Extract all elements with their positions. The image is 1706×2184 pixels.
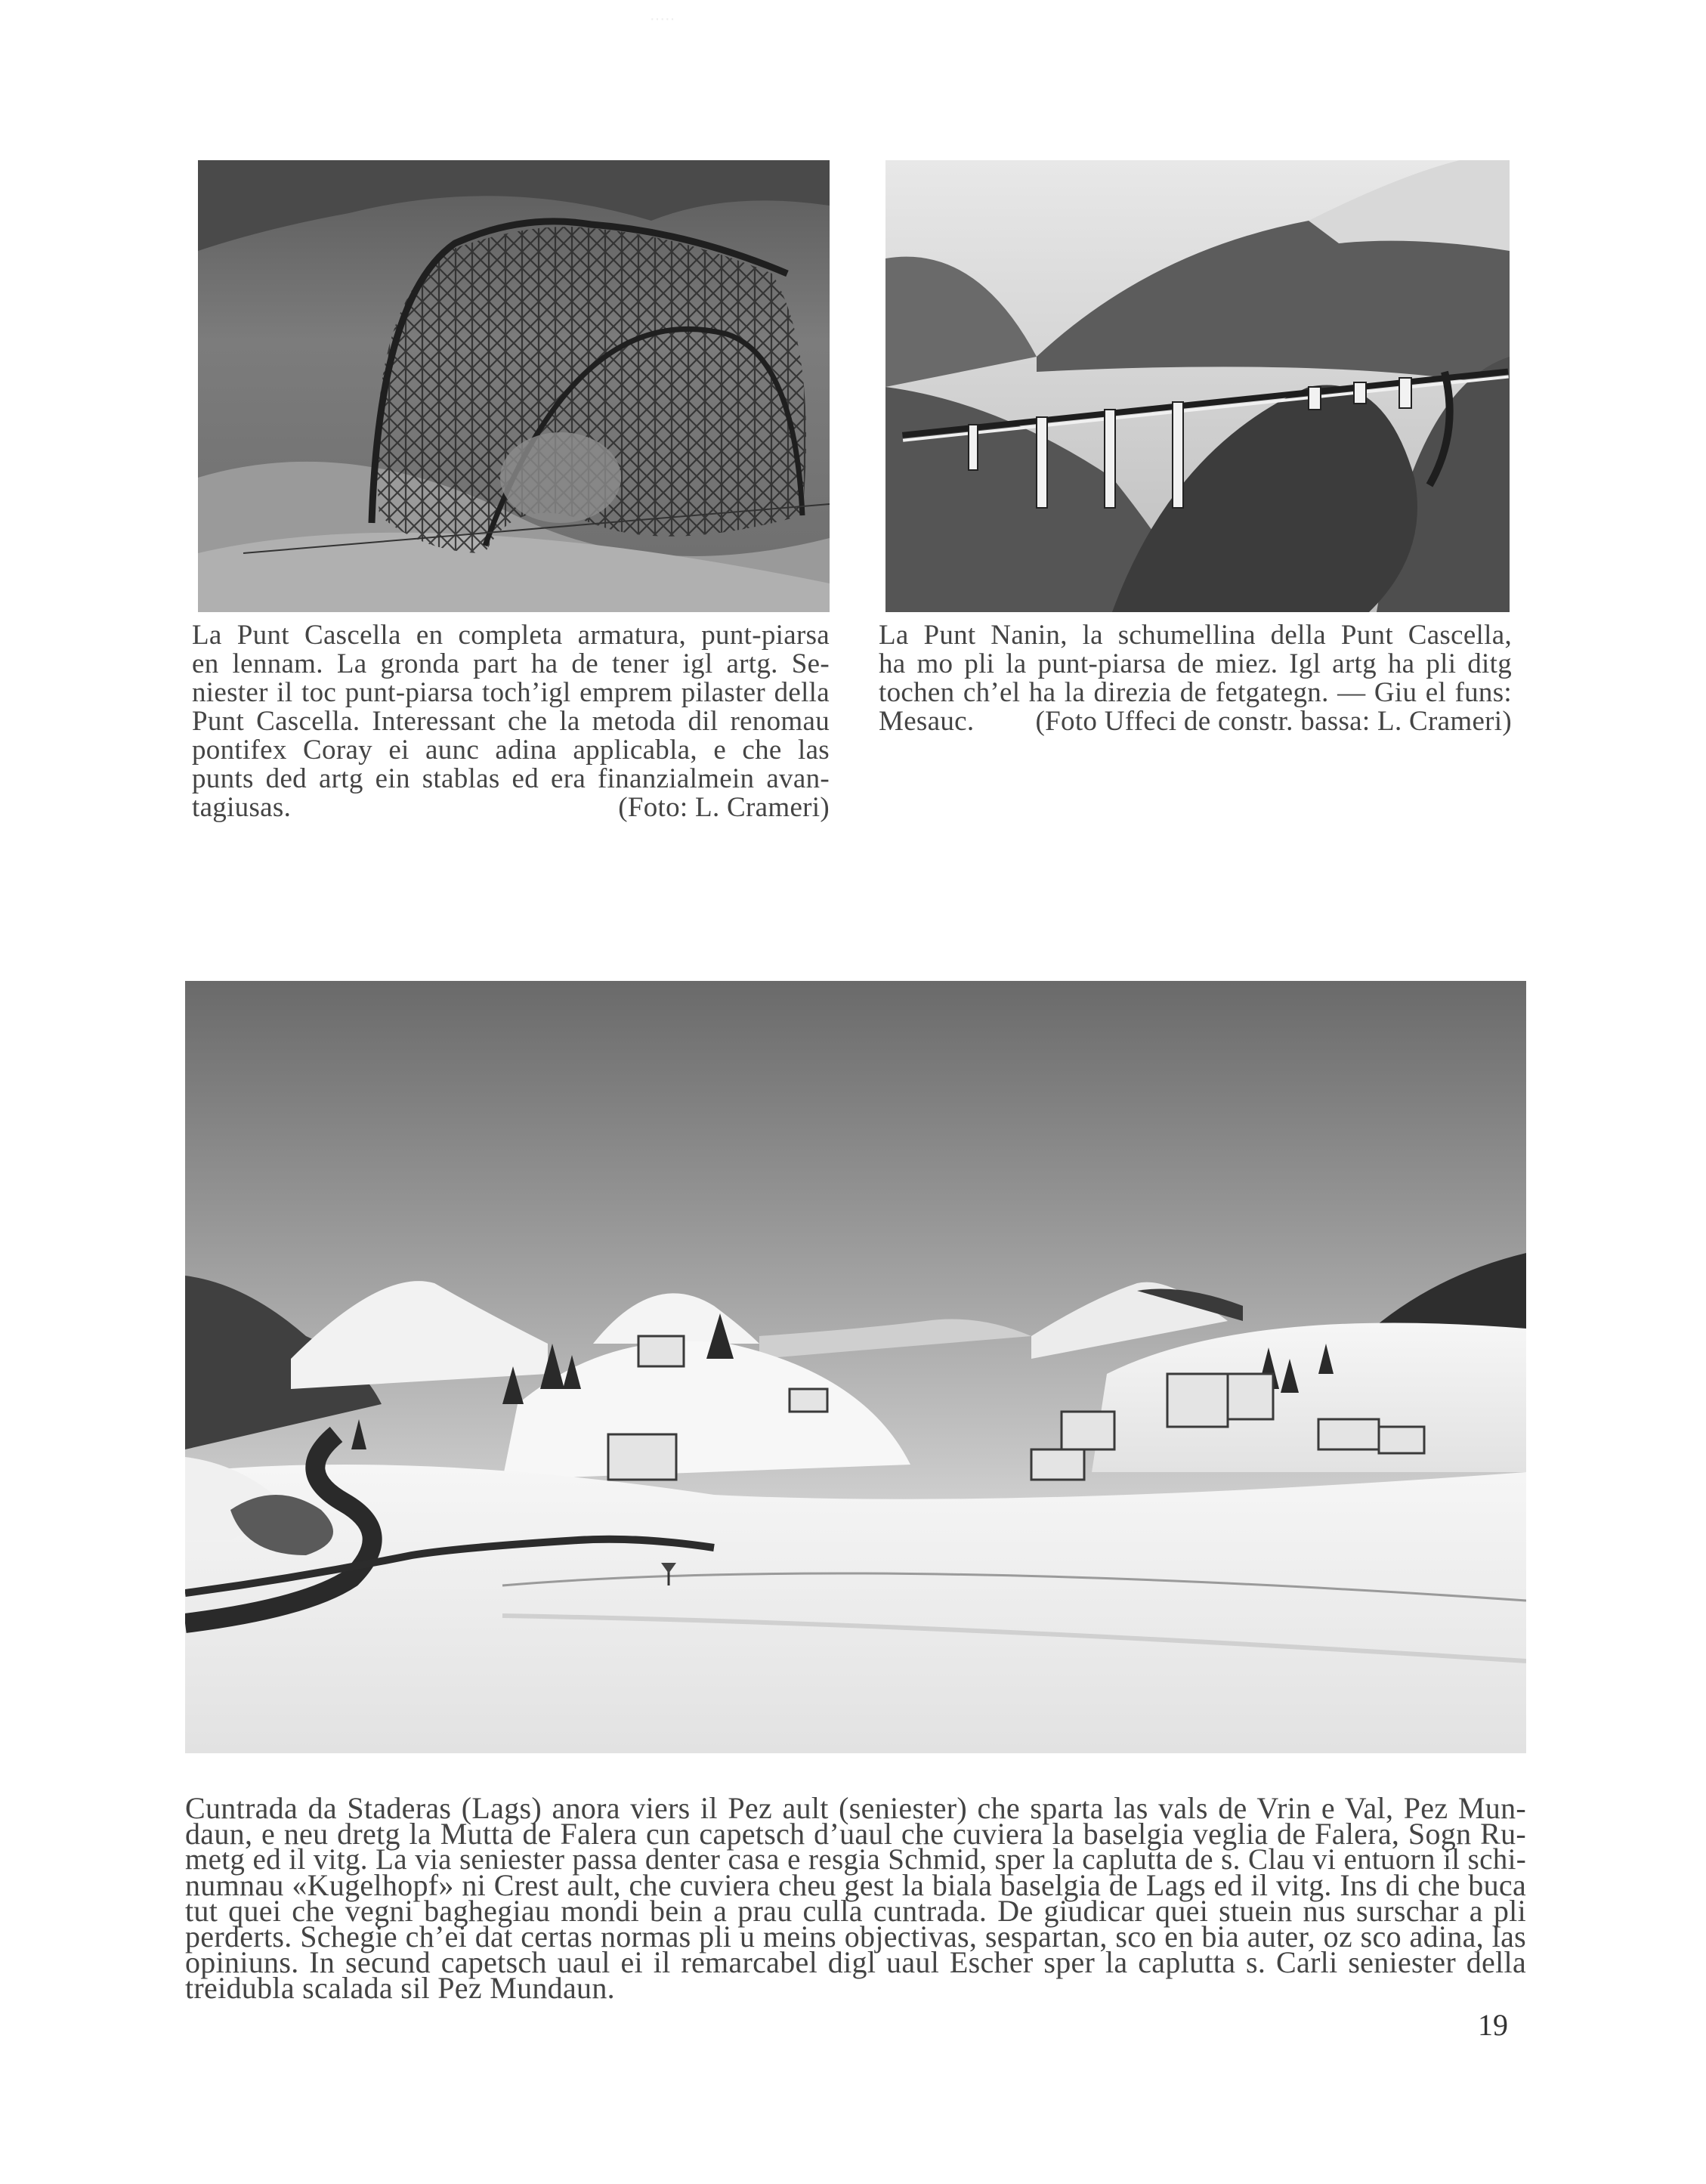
caption-line: Mesauc.	[879, 706, 975, 737]
page-number: 19	[1478, 2008, 1508, 2042]
caption-line: perderts. Schegie ch’ei dat certas normas pli u meins objectivas, sespartan, sco en bia auter, oz sco adina, las	[185, 1920, 1526, 1954]
photo-image	[185, 981, 1526, 1753]
caption-line: tochen ch’el ha la direzia de fetgategn. — Giu el funs:	[879, 677, 1512, 708]
photo-credit: (Foto Uffeci de constr. bassa: L. Crameri)	[1035, 706, 1512, 737]
photo-cuntrada-staderas	[185, 981, 1526, 1753]
caption-line: La Punt Cascella en completa armatura, punt-piarsa	[192, 620, 830, 651]
caption-line: opiniuns. In secund capetsch uaul ei il remarcabel digl uaul Escher sper la caplutta s. Carli seniester della	[185, 1945, 1526, 1979]
caption-line: daun, e neu dretg la Mutta de Falera cun capetsch d’uaul che cuviera la baselgia veglia de Falera, Sogn Ru-	[185, 1817, 1526, 1851]
caption-credit-line	[879, 707, 1512, 736]
caption-line: metg ed il vitg. La via seniester passa denter casa e resgia Schmid, sper la caplutta de s. Clau vi entuorn il schi-	[185, 1843, 1526, 1876]
caption-line: Punt Cascella. Interessant che la metoda dil renomau	[192, 706, 830, 737]
caption-line: tut quei che vegni baghegiau mondi bein a prau culla cuntrada. De giudicar quei stuein nus surschar a pli	[185, 1894, 1526, 1928]
caption-line: treidubla scalada sil Pez Mundaun.	[185, 1971, 615, 2005]
photo-punt-nanin	[885, 160, 1510, 612]
scan-mark: ·····	[650, 11, 675, 27]
caption-line: ha mo pli la punt-piarsa de miez. Igl artg ha pli ditg	[879, 648, 1512, 679]
photo-image	[885, 160, 1510, 612]
caption-line: La Punt Nanin, la schumellina della Punt Cascella,	[879, 620, 1512, 651]
caption-line: en lennam. La gronda part ha de tener igl artg. Se-	[192, 648, 830, 679]
caption-line: numnau «Kugelhopf» ni Crest ault, che cuviera cheu gest la biala baselgia de Lags ed il vitg. Ins di che buca	[185, 1868, 1526, 1902]
caption-line: tagiusas.	[192, 792, 292, 823]
caption-line: niester il toc punt-piarsa toch’igl emprem pilaster della	[192, 677, 830, 708]
caption-line: punts ded artg ein stablas ed era finanzialmein avan-	[192, 763, 830, 794]
caption-punt-nanin	[879, 621, 1512, 736]
photo-punt-cascella-armatura	[198, 160, 830, 612]
caption-line: Cuntrada da Staderas (Lags) anora viers il Pez ault (seniester) che sparta las vals de Vrin e Val, Pez Mun-	[185, 1791, 1526, 1825]
caption-punt-cascella	[192, 621, 830, 822]
photo-image	[198, 160, 830, 612]
caption-cuntrada-staderas	[185, 1791, 1526, 2005]
caption-line: pontifex Coray ei aunc adina applicabla, e che las	[192, 735, 830, 766]
photo-credit: (Foto: L. Crameri)	[618, 792, 830, 823]
caption-credit-line	[192, 793, 830, 822]
